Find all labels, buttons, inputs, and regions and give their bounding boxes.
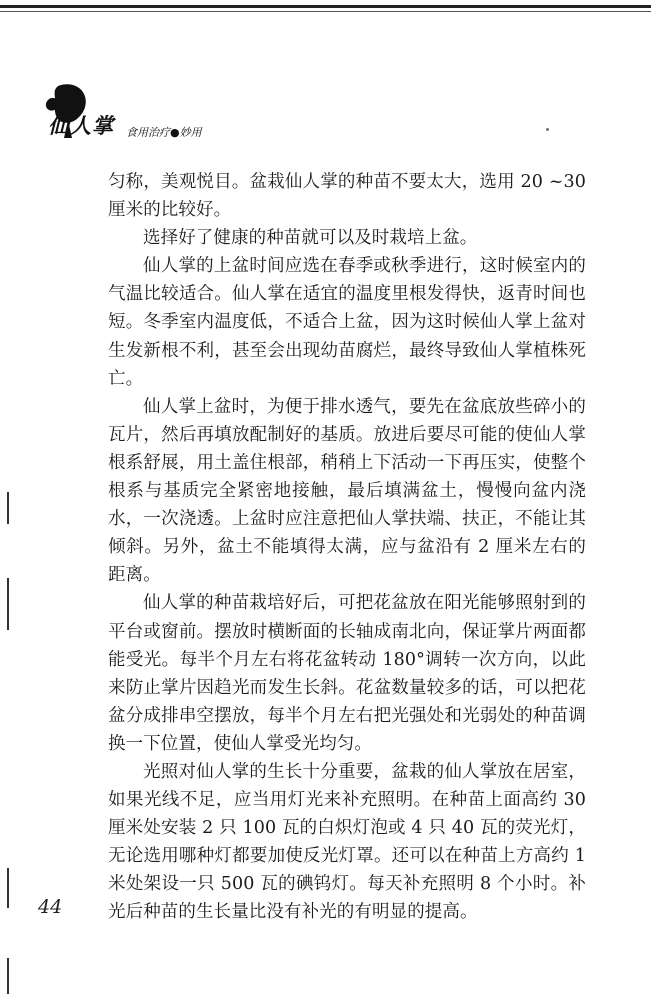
top-rule-thin xyxy=(0,11,651,12)
logo-subtitle: 食用治疗●妙用 xyxy=(126,126,202,139)
body-text xyxy=(108,168,586,927)
margin-mark xyxy=(7,492,9,524)
logo-title: 仙人掌 xyxy=(48,113,114,138)
margin-mark xyxy=(7,868,9,908)
top-rule xyxy=(0,5,651,8)
header-logo xyxy=(28,82,218,144)
paragraph-3: 仙人掌的上盆时间应选在春季或秋季进行，这时候室内的气温比较适合。仙人掌在适宜的温度里根发得快，返青时间也短。冬季室内温度低，不适合上盆，因为这时候仙人掌上盆对生发新根不利，甚至会出现幼苗腐烂，最终导致仙人掌植株死亡。 xyxy=(108,256,586,389)
page-number: 44 xyxy=(38,896,63,918)
paragraph-6: 光照对仙人掌的生长十分重要，盆栽的仙人掌放在居室，如果光线不足，应当用灯光来补充照明。在种苗上面高约 30 厘米处安装 2 只 100 瓦的白炽灯泡或 4 只 40 瓦的荧光灯，无论选用哪种灯都要加使反光灯罩。还可以在种苗上方高约 1 米处架设一只 500 瓦的碘钨灯。每天补充照明 8 个小时。补光后种苗的生长量比没有补光的有明显的提高。 xyxy=(108,761,586,923)
paragraph-4: 仙人掌上盆时，为便于排水透气，要先在盆底放些碎小的瓦片，然后再填放配制好的基质。放进后要尽可能的使仙人掌根系舒展，用土盖住根部，稍稍上下活动一下再压实，使整个根系与基质完全紧密地接触，最后填满盆土，慢慢向盆内浇水，一次浇透。上盆时应注意把仙人掌扶端、扶正，不能让其倾斜。另外，盆土不能填得太满，应与盆沿有 2 厘米左右的距离。 xyxy=(108,396,586,586)
header-dot xyxy=(546,128,549,131)
paragraph-2: 选择好了健康的种苗就可以及时栽培上盆。 xyxy=(143,228,478,249)
paragraph-1: 匀称，美观悦目。盆栽仙人掌的种苗不要太大，选用 20 ~30 厘米的比较好。 xyxy=(108,172,586,221)
margin-mark xyxy=(7,958,9,994)
paragraph-5: 仙人掌的种苗栽培好后，可把花盆放在阳光能够照射到的平台或窗前。摆放时横断面的长轴成南北向，保证掌片两面都能受光。每半个月左右将花盆转动 180°调转一次方向，以此来防止掌片因趋光而发生长斜。花盆数量较多的话，可以把花盆分成排串空摆放，每半个月左右把光强处和光弱处的种苗调换一下位置，使仙人掌受光均匀。 xyxy=(108,593,586,754)
margin-mark xyxy=(7,578,9,630)
